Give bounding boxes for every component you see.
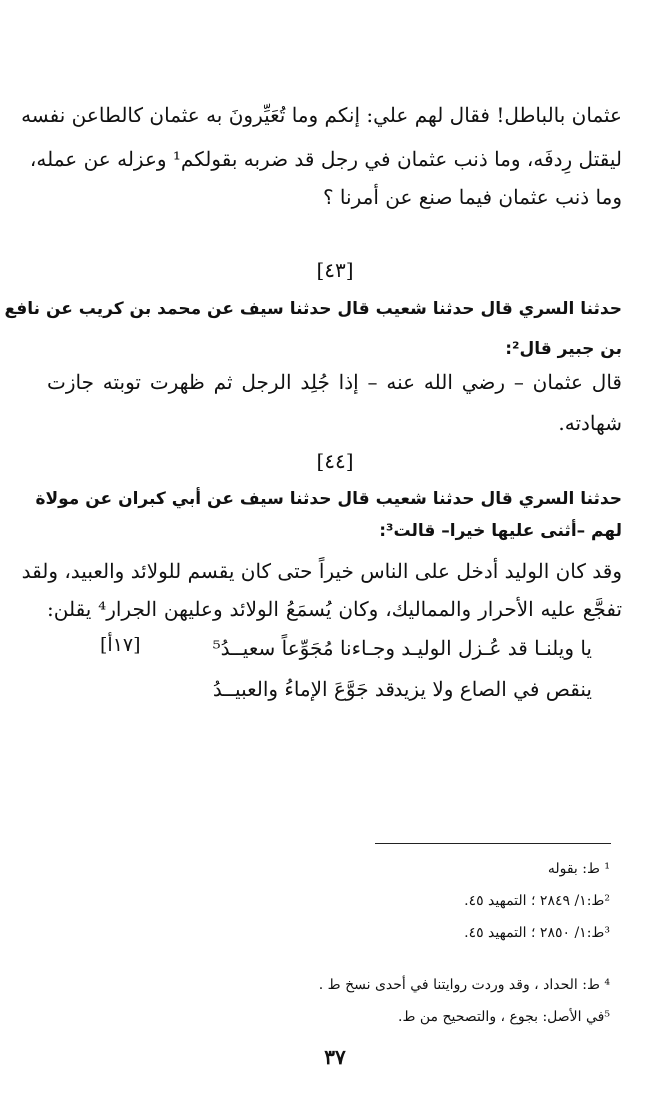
isnad-line: حدثنا السري قال حدثنا شعيب قال حدثنا سيف عن أبي كبران عن مولاة	[35, 489, 622, 509]
footnote: ¹ ط: بقوله	[547, 861, 610, 877]
poem-hemistich: يا ويلنـا قد عُـزل الوليـد	[401, 636, 592, 660]
footnote: ⁴ ط: الحداد ، وقد وردت روايتنا في أحدى نسخ ط .	[318, 977, 610, 993]
poem-hemistich: ينقص في الصاع ولا يزيد	[393, 677, 592, 701]
folio-reference: [١٧أ]	[100, 634, 141, 656]
poem-hemistich: قد جَوَّعَ الإماءُ والعبيــدُ	[212, 677, 395, 701]
section-number-43: [٤٣]	[316, 258, 354, 282]
footnote-separator	[375, 843, 611, 844]
body-line: شهادته.	[558, 411, 622, 435]
isnad-line: حدثنا السري قال حدثنا شعيب قال حدثنا سيف عن محمد بن كريب عن نافع	[4, 299, 622, 319]
poem-hemistich: وجـاءنا مُجَوِّعاً سعيــدُ⁵	[212, 636, 395, 660]
body-line: وما ذنب عثمان فيما صنع عن أمرنا ؟	[322, 185, 622, 209]
body-line: ليقتل رِدفَه، وما ذنب عثمان في رجل قد ضربه بقولكم¹ وعزله عن عمله،	[29, 147, 622, 171]
footnote: ⁵في الأصل: بجوع ، والتصحيح من ط.	[398, 1009, 610, 1025]
body-line: عثمان بالباطل! فقال لهم علي: إنكم وما تُعَيِّرونَ به عثمان كالطاعن نفسه	[21, 103, 622, 127]
footnote: ²ط:١/ ٢٨٤٩ ؛ التمهيد ٤٥.	[464, 893, 610, 909]
footnote: ³ط:١/ ٢٨٥٠ ؛ التمهيد ٤٥.	[464, 925, 610, 941]
body-line: وقد كان الوليد أدخل على الناس خيراً حتى كان يقسم للولائد والعبيد، ولقد	[21, 559, 622, 583]
isnad-line: بن جبير قال²:	[505, 339, 622, 359]
body-line: تفجَّع عليه الأحرار والمماليك، وكان يُسمَعُ الولائد وعليهن الجرار⁴ يقلن:	[47, 597, 623, 621]
section-number-44: [٤٤]	[316, 449, 354, 473]
isnad-line: لهم –أثنى عليها خيرا– قالت³:	[379, 521, 622, 541]
body-line: قال عثمان – رضي الله عنه – إذا جُلِد الرجل ثم ظهرت توبته جازت	[47, 370, 622, 394]
page-number: ٣٧	[324, 1045, 346, 1069]
